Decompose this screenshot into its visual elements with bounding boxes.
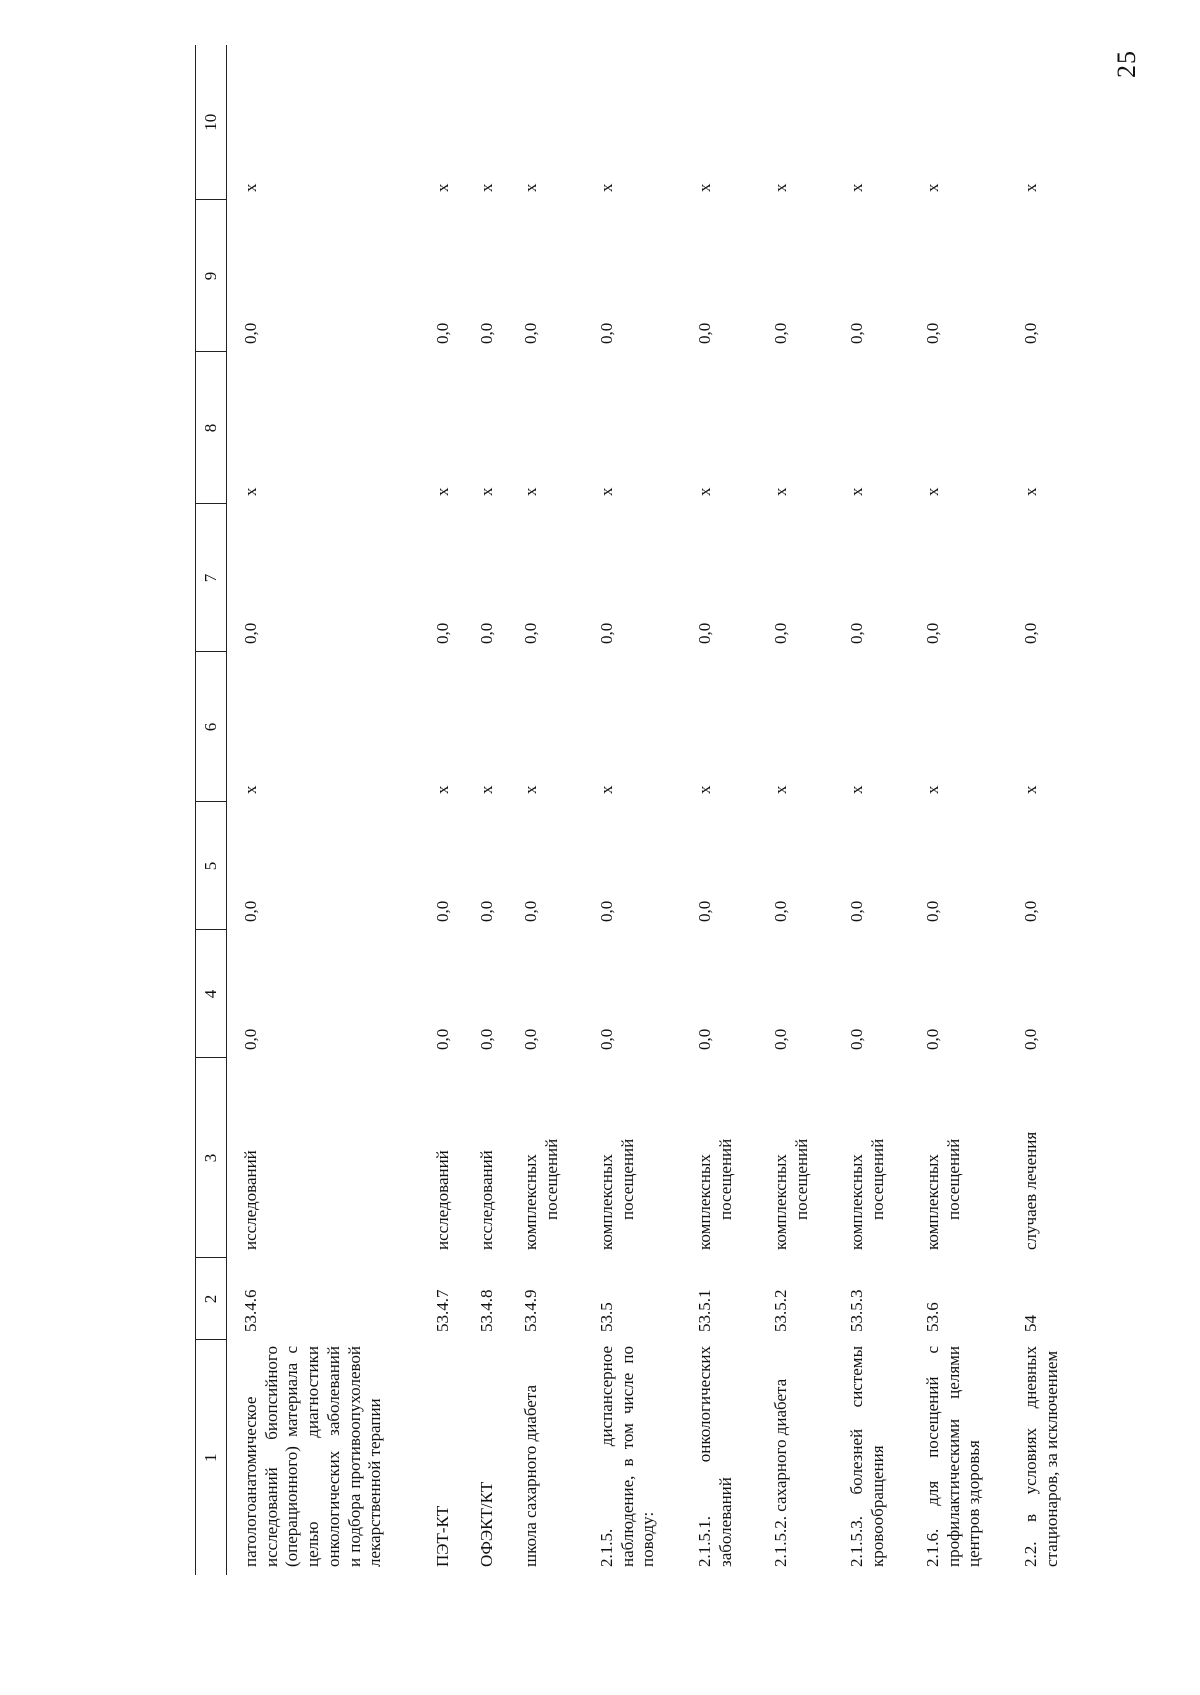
cell-col6: x [477,785,496,794]
cell-col8: x [771,487,790,496]
row-unit-line1: комплексных [771,1154,790,1250]
row-unit-line1: случаев лечения [1021,1131,1040,1250]
cell-col4: 0,0 [597,1028,616,1050]
row-unit [909,1058,1007,1258]
cell-col6: x [1021,785,1040,794]
cell-col7: 0,0 [433,622,452,644]
row-unit-line1: исследований [433,1150,452,1250]
cell-col5: 0,0 [923,900,942,922]
cell-col9: 0,0 [433,322,452,344]
column-header: 7 [196,504,227,652]
cell-col4: 0,0 [847,1028,866,1050]
cell-col4: 0,0 [771,1028,790,1050]
column-header: 4 [196,930,227,1058]
table-row [419,45,463,1575]
row-code: 53.4.8 [477,1289,496,1332]
row-code: 53.5 [597,1302,616,1332]
row-name: 2.1.6. для посещений с профилактическими целями центров здоровья [923,1346,984,1567]
row-unit [583,1058,681,1258]
cell-col8: x [433,487,452,496]
cell-col6: x [433,785,452,794]
cell-col6: x [521,785,540,794]
table-row [463,45,507,1575]
row-unit-line2: посещений [715,1138,735,1220]
data-table [195,45,1111,1575]
cell-col9: 0,0 [597,322,616,344]
cell-col10: x [771,183,790,192]
row-unit [757,1058,833,1258]
table-row [681,45,757,1575]
column-header: 8 [196,352,227,504]
row-unit-line2: посещений [541,1138,561,1220]
cell-col9: 0,0 [847,322,866,344]
column-header: 10 [196,45,227,200]
row-code: 53.6 [923,1302,942,1332]
row-unit-line1: комплексных [695,1154,714,1250]
table-row [227,45,420,1575]
cell-col10: x [521,183,540,192]
cell-col10: x [597,183,616,192]
cell-col5: 0,0 [521,900,540,922]
cell-col5: 0,0 [695,900,714,922]
cell-col6: x [241,785,260,794]
row-name: школа сахарного диабета [521,1384,540,1567]
row-unit-line2: посещений [617,1138,637,1220]
table-row [507,45,583,1575]
cell-col4: 0,0 [923,1028,942,1050]
row-name: 2.1.5. диспансерное наблюдение, в том числе по поводу: [597,1346,658,1567]
cell-col8: x [923,487,942,496]
cell-col9: 0,0 [695,322,714,344]
row-code: 53.5.3 [847,1289,866,1332]
row-name: 2.1.5.1. онкологических заболеваний [695,1346,735,1567]
cell-col10: x [695,183,714,192]
row-unit [507,1058,583,1258]
cell-col5: 0,0 [847,900,866,922]
cell-col4: 0,0 [241,1028,260,1050]
row-name: 2.1.5.2. сахарного диабета [771,1378,790,1567]
cell-col8: x [477,487,496,496]
cell-col4: 0,0 [1021,1028,1040,1050]
cell-col9: 0,0 [771,322,790,344]
cell-col6: x [597,785,616,794]
cell-col4: 0,0 [695,1028,714,1050]
cell-col7: 0,0 [923,622,942,644]
rotated-table-stage [195,45,1115,1575]
cell-col9: 0,0 [477,322,496,344]
cell-col10: x [923,183,942,192]
row-unit [463,1058,507,1258]
cell-col4: 0,0 [433,1028,452,1050]
cell-col4: 0,0 [477,1028,496,1050]
cell-col5: 0,0 [1021,900,1040,922]
table-row [909,45,1007,1575]
row-name: ПЭТ-КТ [433,1505,452,1567]
row-unit-line1: комплексных [923,1154,942,1250]
row-code: 53.4.7 [433,1289,452,1332]
cell-col9: 0,0 [241,322,260,344]
row-unit [833,1058,909,1258]
cell-col10: x [477,183,496,192]
cell-col8: x [847,487,866,496]
table-row [1007,45,1111,1575]
table-row [583,45,681,1575]
column-header: 6 [196,652,227,802]
row-unit-line1: комплексных [521,1154,540,1250]
row-unit-line1: исследований [477,1150,496,1250]
row-unit-line1: комплексных [847,1154,866,1250]
cell-col6: x [695,785,714,794]
table-body [227,45,1112,1575]
row-name: 2.2. в условиях дневных стационаров, за исключением [1021,1346,1061,1567]
cell-col7: 0,0 [521,622,540,644]
row-unit-line1: исследований [241,1150,260,1250]
row-code: 54 [1021,1315,1040,1332]
cell-col8: x [1021,487,1040,496]
column-header: 2 [196,1258,227,1340]
cell-col10: x [1021,183,1040,192]
column-header: 3 [196,1058,227,1258]
row-name: ОФЭКТ/КТ [477,1481,496,1567]
cell-col8: x [521,487,540,496]
cell-col5: 0,0 [477,900,496,922]
table-row [757,45,833,1575]
cell-col6: x [847,785,866,794]
row-code: 53.5.2 [771,1289,790,1332]
cell-col8: x [597,487,616,496]
column-header: 1 [196,1340,227,1575]
table-row [833,45,909,1575]
row-unit [1007,1058,1111,1258]
cell-col5: 0,0 [433,900,452,922]
cell-col7: 0,0 [847,622,866,644]
row-unit-line2: посещений [867,1138,887,1220]
cell-col5: 0,0 [771,900,790,922]
table-header [196,45,227,1575]
row-code: 53.5.1 [695,1289,714,1332]
cell-col9: 0,0 [521,322,540,344]
row-unit-line2: посещений [791,1138,811,1220]
cell-col10: x [241,183,260,192]
header-row [196,45,227,1575]
cell-col6: x [923,785,942,794]
cell-col5: 0,0 [241,900,260,922]
cell-col8: x [695,487,714,496]
cell-col6: x [771,785,790,794]
cell-col7: 0,0 [597,622,616,644]
row-unit [681,1058,757,1258]
cell-col7: 0,0 [771,622,790,644]
cell-col8: x [241,487,260,496]
row-name: патологоанатомическое исследований биопсийного (операционного) материала с целью диагностики онкологических заболеваний и подбора противоопухолевой лекарственной терапии [241,1346,385,1567]
cell-col7: 0,0 [1021,622,1040,644]
column-header: 9 [196,200,227,352]
cell-col4: 0,0 [521,1028,540,1050]
row-unit-line2: посещений [943,1138,963,1220]
row-unit [419,1058,463,1258]
row-unit-line1: комплексных [597,1154,616,1250]
cell-col7: 0,0 [695,622,714,644]
cell-col9: 0,0 [1021,322,1040,344]
cell-col5: 0,0 [597,900,616,922]
column-header: 5 [196,802,227,930]
cell-col9: 0,0 [923,322,942,344]
row-code: 53.4.9 [521,1289,540,1332]
row-code: 53.4.6 [241,1289,260,1332]
row-unit [227,1058,420,1258]
cell-col7: 0,0 [241,622,260,644]
cell-col10: x [847,183,866,192]
cell-col7: 0,0 [477,622,496,644]
cell-col10: x [433,183,452,192]
row-name: 2.1.5.3. болезней системы кровообращения [847,1346,887,1567]
page-number: 25 [1112,50,1141,78]
